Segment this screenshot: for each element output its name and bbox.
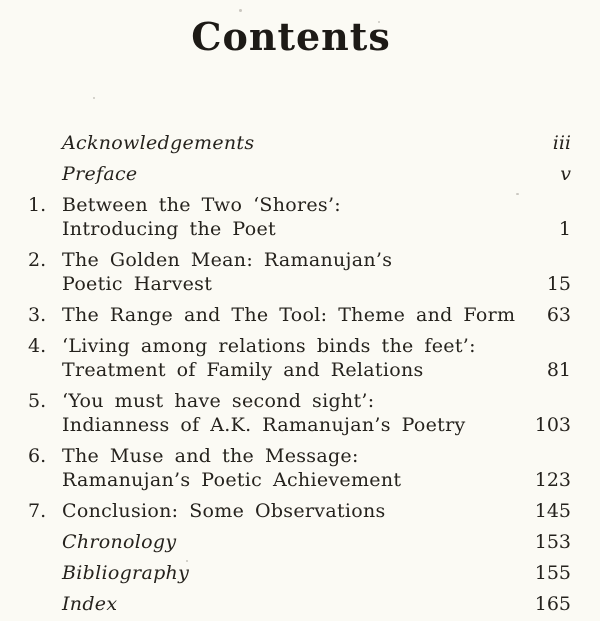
entry-page-number: 155 bbox=[534, 562, 571, 584]
entry-page-number: v bbox=[560, 163, 571, 185]
toc-entry bbox=[28, 248, 571, 296]
entry-title-line: Acknowledgements bbox=[62, 132, 255, 154]
toc-entry bbox=[28, 592, 571, 616]
toc-entry bbox=[28, 162, 571, 186]
entry-page-number: 1 bbox=[558, 218, 571, 240]
chapter-number: 2. bbox=[28, 249, 47, 271]
entry-page-number: 63 bbox=[546, 304, 571, 326]
entry-title-line: The Golden Mean: Ramanujan’s bbox=[62, 249, 393, 271]
toc-entry bbox=[28, 389, 571, 437]
entry-title-line: Treatment of Family and Relations bbox=[62, 359, 424, 381]
toc-entry bbox=[28, 303, 571, 327]
entry-title bbox=[62, 444, 529, 492]
entry-page-number: 123 bbox=[534, 469, 571, 491]
entry-title-line: Chronology bbox=[62, 531, 177, 553]
entry-page-number: iii bbox=[552, 132, 571, 154]
toc-entry bbox=[28, 131, 571, 155]
chapter-number: 3. bbox=[28, 304, 47, 326]
entry-page-number: 165 bbox=[534, 593, 571, 615]
entry-page-number: 15 bbox=[546, 273, 571, 295]
table-of-contents bbox=[28, 131, 571, 621]
entry-title-line: ‘You must have second sight’: bbox=[62, 390, 375, 412]
entry-title-line: ‘Living among relations binds the feet’: bbox=[62, 335, 476, 357]
toc-entry bbox=[28, 334, 571, 382]
scan-speck bbox=[93, 97, 95, 99]
toc-entry bbox=[28, 444, 571, 492]
entry-title bbox=[62, 592, 529, 616]
entry-title-line: Bibliography bbox=[62, 562, 190, 584]
chapter-number: 7. bbox=[28, 500, 47, 522]
entry-title bbox=[62, 389, 529, 437]
page-title: Contents bbox=[191, 14, 391, 59]
entry-title-line: Ramanujan’s Poetic Achievement bbox=[62, 469, 402, 491]
entry-title-line: Index bbox=[62, 593, 118, 615]
chapter-number: 1. bbox=[28, 194, 47, 216]
entry-page-number: 103 bbox=[534, 414, 571, 436]
entry-page-number: 153 bbox=[534, 531, 571, 553]
entry-title bbox=[62, 334, 529, 382]
entry-title-line: Between the Two ‘Shores’: bbox=[62, 194, 342, 216]
entry-title bbox=[62, 561, 529, 585]
chapter-number: 4. bbox=[28, 335, 47, 357]
chapter-number: 5. bbox=[28, 390, 47, 412]
toc-entry bbox=[28, 499, 571, 523]
toc-entry bbox=[28, 561, 571, 585]
entry-page-number: 81 bbox=[546, 359, 571, 381]
entry-title bbox=[62, 131, 529, 155]
chapter-number: 6. bbox=[28, 445, 47, 467]
entry-title bbox=[62, 193, 529, 241]
entry-page-number: 145 bbox=[534, 500, 571, 522]
entry-title-line: Poetic Harvest bbox=[62, 273, 213, 295]
entry-title bbox=[62, 303, 529, 327]
entry-title bbox=[62, 162, 529, 186]
entry-title-line: Introducing the Poet bbox=[62, 218, 276, 240]
entry-title bbox=[62, 499, 529, 523]
entry-title-line: Indianness of A.K. Ramanujan’s Poetry bbox=[62, 414, 466, 436]
entry-title bbox=[62, 530, 529, 554]
entry-title bbox=[62, 248, 529, 296]
entry-title-line: The Range and The Tool: Theme and Form bbox=[62, 304, 516, 326]
toc-entry bbox=[28, 193, 571, 241]
entry-title-line: Conclusion: Some Observations bbox=[62, 500, 386, 522]
entry-title-line: The Muse and the Message: bbox=[62, 445, 359, 467]
entry-title-line: Preface bbox=[62, 163, 138, 185]
toc-entry bbox=[28, 530, 571, 554]
